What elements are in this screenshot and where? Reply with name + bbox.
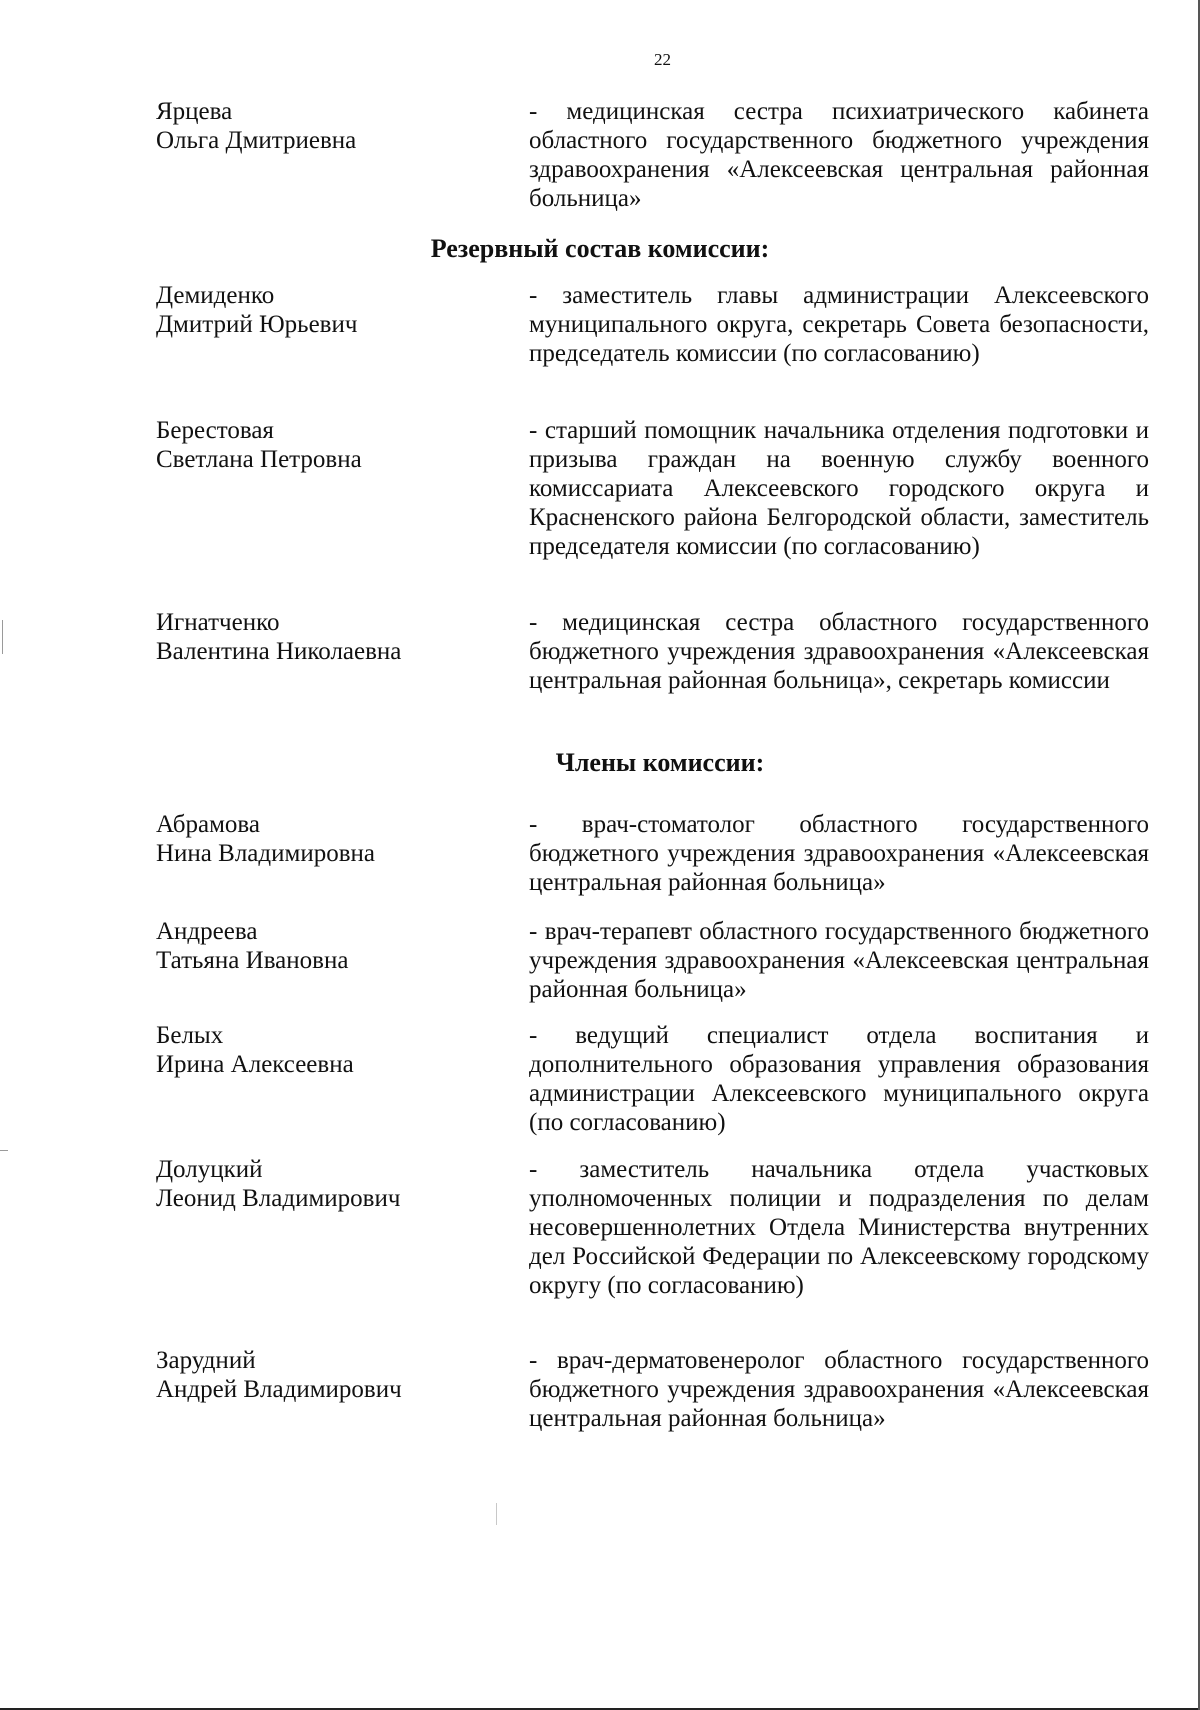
scan-artifact [0,1150,8,1151]
surname: Андреева [156,918,258,945]
person-name [156,1021,496,1079]
surname: Долуцкий [156,1156,263,1183]
surname: Игнатченко [156,609,280,636]
surname: Ярцева [156,98,233,125]
page-number: 22 [654,50,671,69]
surname: Абрамова [156,811,260,838]
person-position: - медицинская сестра психиатрического кабинета областного государственного бюджетного учреждения здравоохранения «Алексеевская центральная районная больница» [529,98,1149,212]
person-position: - врач-дерматовенеролог областного государственного бюджетного учреждения здравоохранения «Алексеевская центральная районная больница» [529,1347,1149,1432]
reserve-section-title: Резервный состав комиссии: [430,234,770,263]
person-name [156,917,496,975]
person-position: - заместитель начальника отдела участковых уполномоченных полиции и подразделения по делам несовершеннолетних Отдела Министерства внутренних дел Российской Федерации по Алексеевскому городскому округу (по согласованию) [529,1156,1149,1299]
given-names: Нина Владимировна [156,840,375,867]
given-names: Ольга Дмитриевна [156,127,357,154]
given-names: Валентина Николаевна [156,638,402,665]
person-position: - врач-стоматолог областного государственного бюджетного учреждения здравоохранения «Алексеевская центральная районная больница» [529,811,1149,896]
surname: Белых [156,1022,224,1049]
scan-artifact [496,1503,497,1525]
given-names: Леонид Владимирович [156,1185,401,1212]
given-names: Светлана Петровна [156,446,362,473]
person-name [156,1346,496,1404]
scan-artifact [2,620,3,654]
person-name [156,608,496,666]
person-position: - врач-терапевт областного государственного бюджетного учреждения здравоохранения «Алексеевская центральная районная больница» [529,918,1149,1003]
members-section-title: Члены комиссии: [555,748,765,777]
person-name [156,1155,496,1213]
person-position: - старший помощник начальника отделения подготовки и призыва граждан на военную службу военного комиссариата Алексеевского городского округа и Красненского района Белгородской области, заместитель председателя комиссии (по согласованию) [529,417,1149,560]
person-position: - медицинская сестра областного государственного бюджетного учреждения здравоохранения «Алексеевская центральная районная больница», секретарь комиссии [529,609,1149,694]
surname: Берестовая [156,417,274,444]
person-position: - заместитель главы администрации Алексеевского муниципального округа, секретарь Совета безопасности, председатель комиссии (по согласованию) [529,282,1149,367]
person-name [156,416,496,474]
given-names: Андрей Владимирович [156,1376,402,1403]
given-names: Татьяна Ивановна [156,947,349,974]
surname: Демиденко [156,282,275,309]
person-name [156,281,496,339]
person-name [156,97,496,155]
surname: Зарудний [156,1347,256,1374]
given-names: Дмитрий Юрьевич [156,311,358,338]
person-name [156,810,496,868]
given-names: Ирина Алексеевна [156,1051,354,1078]
person-position: - ведущий специалист отдела воспитания и дополнительного образования управления образования администрации Алексеевского муниципального округа (по согласованию) [529,1022,1149,1136]
